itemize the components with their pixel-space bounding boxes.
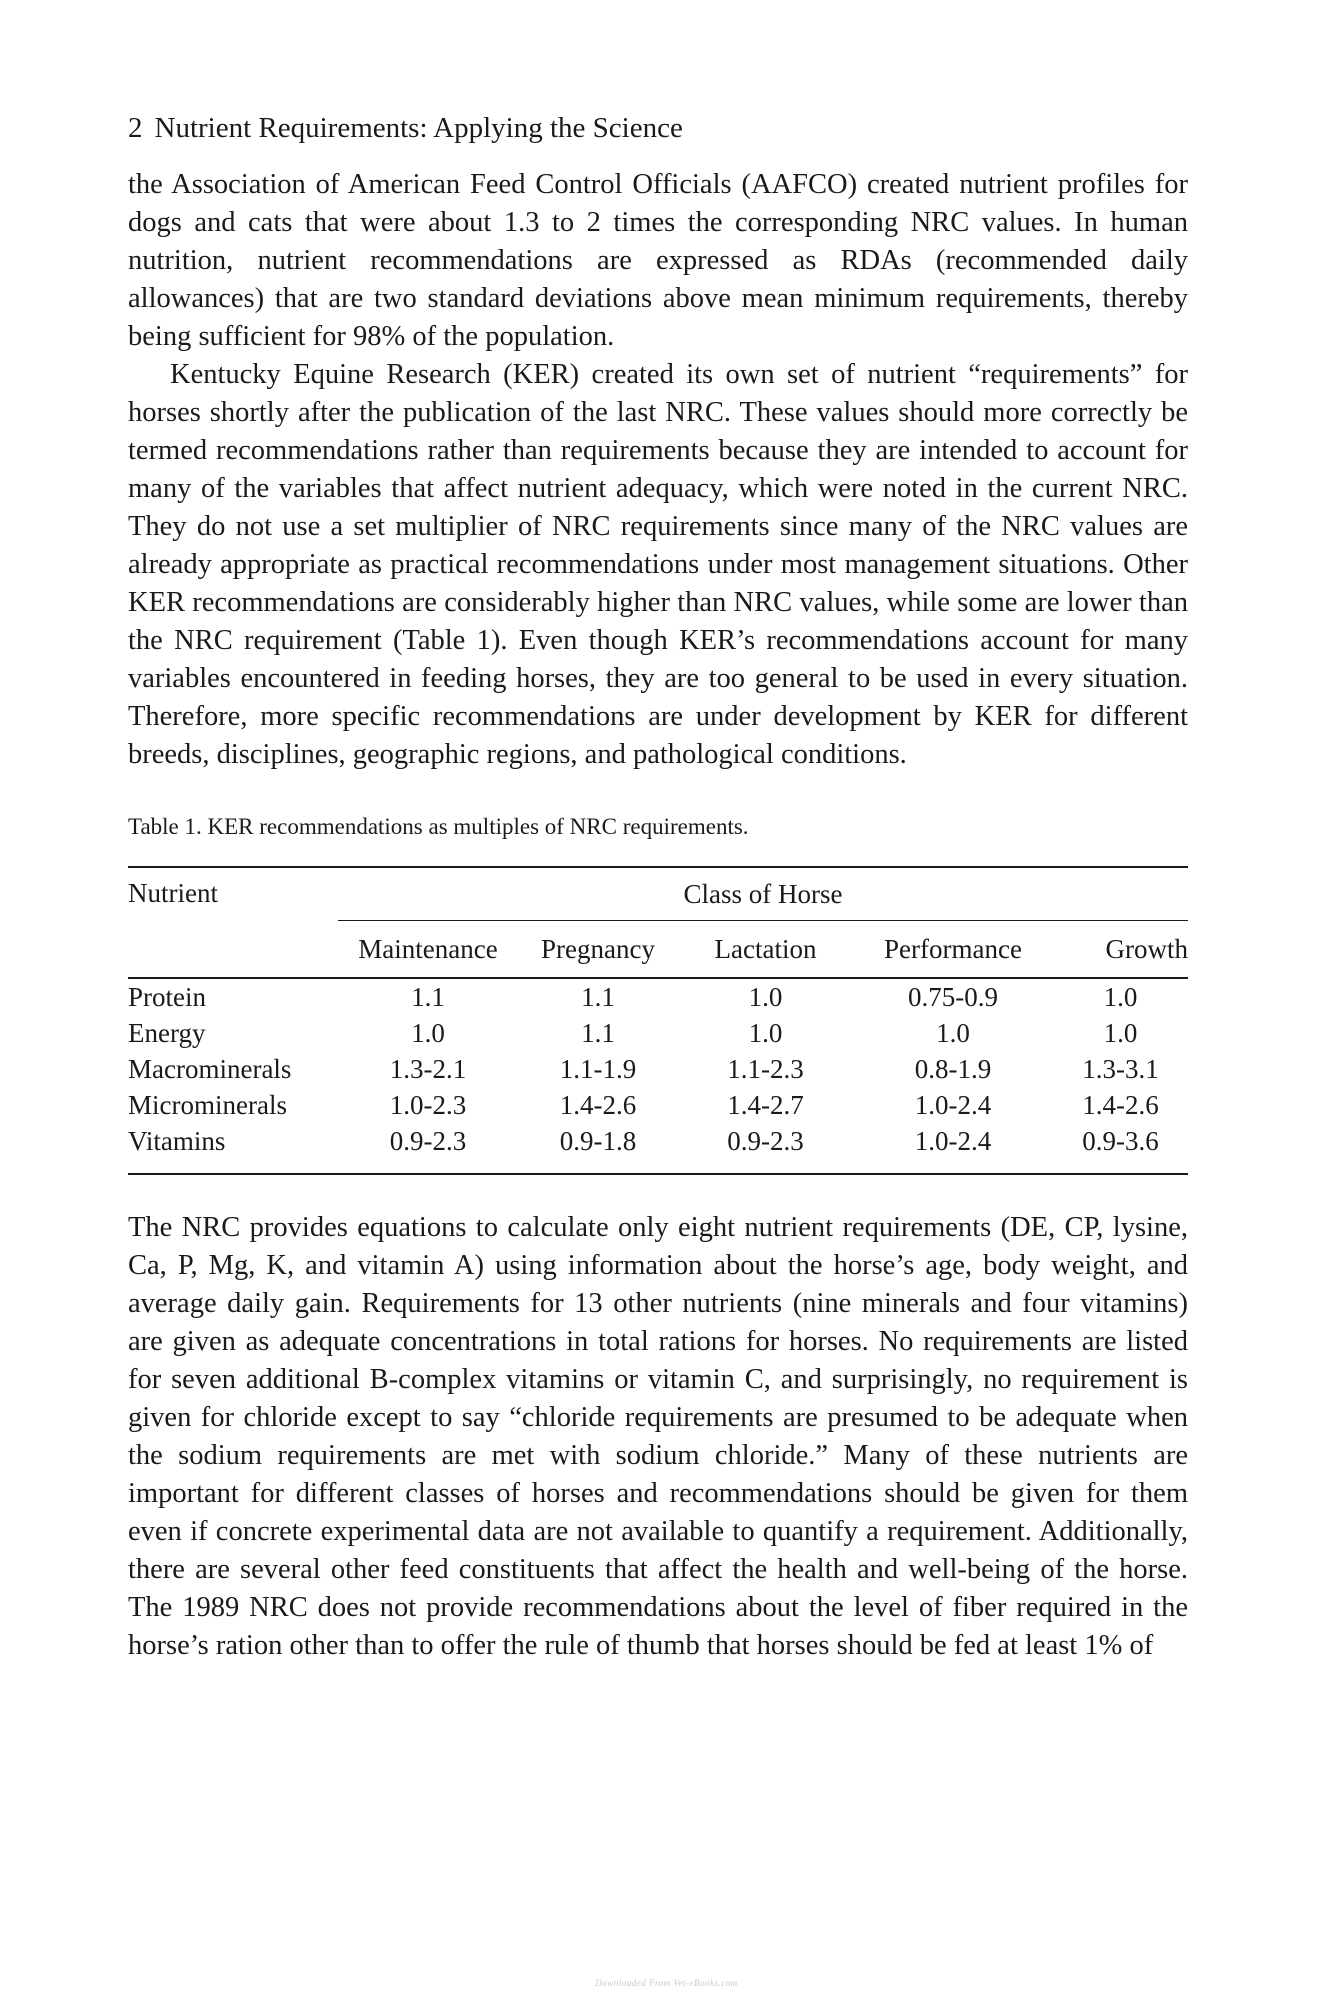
- table-row: [128, 1051, 1188, 1087]
- paragraph-3: The NRC provides equations to calculate only eight nutrient requirements (DE, CP, lysine, Ca, P, Mg, K, and vitamin A) using information about the horse’s age, body weight, and average daily gain. Requirements for 13 other nutrients (nine minerals and four vitamins) are given as adequate concentrations in total rations for horses. No requirements are listed for seven additional B-complex vitamins or vitamin C, and surprisingly, no requirement is given for chloride except to say “chloride requirements are presumed to be adequate when the sodium requirements are met with sodium chloride.” Many of these nutrients are important for different classes of horses and recommendations should be given for them even if concrete experimental data are not available to quantify a requirement. Additionally, there are several other feed constituents that affect the health and well-being of the horse. The 1989 NRC does not provide recommendations about the level of fiber required in the horse’s ration other than to offer the rule of thumb that horses should be fed at least 1% of: [128, 1212, 1188, 1661]
- column-header-growth: Growth: [1105, 933, 1188, 964]
- table-cell: 1.0: [936, 1017, 970, 1048]
- row-label: Vitamins: [128, 1125, 226, 1156]
- table-cell: 1.1-1.9: [559, 1053, 637, 1084]
- table-cell: 0.9-2.3: [727, 1125, 804, 1156]
- table-row: [128, 1015, 1188, 1051]
- running-head: [128, 110, 1188, 146]
- table-cell: 1.0-2.4: [914, 1125, 992, 1156]
- column-header-lactation: Lactation: [714, 933, 817, 964]
- table-cell: 0.9-1.8: [559, 1125, 637, 1156]
- table-cell: 1.0: [1103, 1017, 1138, 1048]
- row-label: Protein: [128, 981, 206, 1012]
- table-cell: 0.8-1.9: [914, 1053, 992, 1084]
- page-number: 2: [128, 112, 143, 144]
- column-header-maintenance: Maintenance: [358, 933, 498, 964]
- column-header-performance: Performance: [884, 933, 1022, 964]
- table-cell: 0.75-0.9: [908, 981, 998, 1012]
- table-cell: 1.1: [581, 981, 615, 1012]
- table-cell: 1.3-2.1: [389, 1053, 467, 1084]
- table-header-nutrient: Nutrient: [128, 878, 218, 908]
- table-cell: 1.0: [1103, 981, 1138, 1012]
- table-cell: 1.0-2.4: [914, 1089, 992, 1120]
- table-cell: 1.1-2.3: [727, 1053, 804, 1084]
- table-cell: 1.0: [748, 1017, 783, 1048]
- download-watermark: Downloaded From Vet-eBooks.com: [595, 1978, 738, 1988]
- table-cell: 1.1: [581, 1017, 615, 1048]
- table-row: [128, 1087, 1188, 1123]
- running-title: Nutrient Requirements: Applying the Science: [154, 112, 683, 144]
- table-cell: 1.4-2.6: [559, 1089, 637, 1120]
- table-cell: 0.9-2.3: [389, 1125, 467, 1156]
- column-header-pregnancy: Pregnancy: [541, 933, 655, 964]
- table-cell: 0.9-3.6: [1082, 1125, 1159, 1156]
- table-cell: 1.4-2.6: [1082, 1089, 1159, 1120]
- table-cell: 1.3-3.1: [1082, 1053, 1159, 1084]
- row-label: Energy: [128, 1017, 206, 1048]
- nutrient-table: [128, 868, 1188, 1175]
- table-cell: 1.0-2.3: [389, 1089, 467, 1120]
- table-row: [128, 1123, 1188, 1174]
- paragraph-1: the Association of American Feed Control Officials (AAFCO) created nutrient profiles for dogs and cats that were about 1.3 to 2 times the corresponding NRC values. In human nutrition, nutrient recommendations are expressed as RDAs (recommended daily allowances) that are two standard deviations above mean minimum requirements, thereby being sufficient for 98% of the population.: [128, 169, 1188, 352]
- row-label: Microminerals: [128, 1089, 287, 1120]
- table-cell: 1.0: [411, 1017, 445, 1048]
- page: [128, 110, 1188, 1665]
- table-row: [128, 978, 1188, 1015]
- table-cell: 1.0: [748, 981, 783, 1012]
- paragraph-2: Kentucky Equine Research (KER) created its own set of nutrient “requirements” for horses shortly after the publication of the last NRC. These values should more correctly be termed recommendations rather than requirements because they are intended to account for many of the variables that affect nutrient adequacy, which were noted in the current NRC. They do not use a set multiplier of NRC requirements since many of the NRC values are already appropriate as practical recommendations under most management situations. Other KER recommendations are considerably higher than NRC values, while some are lower than the NRC requirement (Table 1). Even though KER’s recommendations account for many variables encountered in feeding horses, they are too general to be used in every situation. Therefore, more specific recommendations are under development by KER for different breeds, disciplines, geographic regions, and pathological conditions.: [128, 359, 1188, 770]
- table-header-class-of-horse: Class of Horse: [338, 868, 1188, 921]
- table-caption: Table 1. KER recommendations as multiples of NRC requirements.: [128, 814, 749, 839]
- table-cell: 1.4-2.7: [727, 1089, 804, 1120]
- row-label: Macrominerals: [128, 1053, 292, 1084]
- table-cell: 1.1: [411, 981, 445, 1012]
